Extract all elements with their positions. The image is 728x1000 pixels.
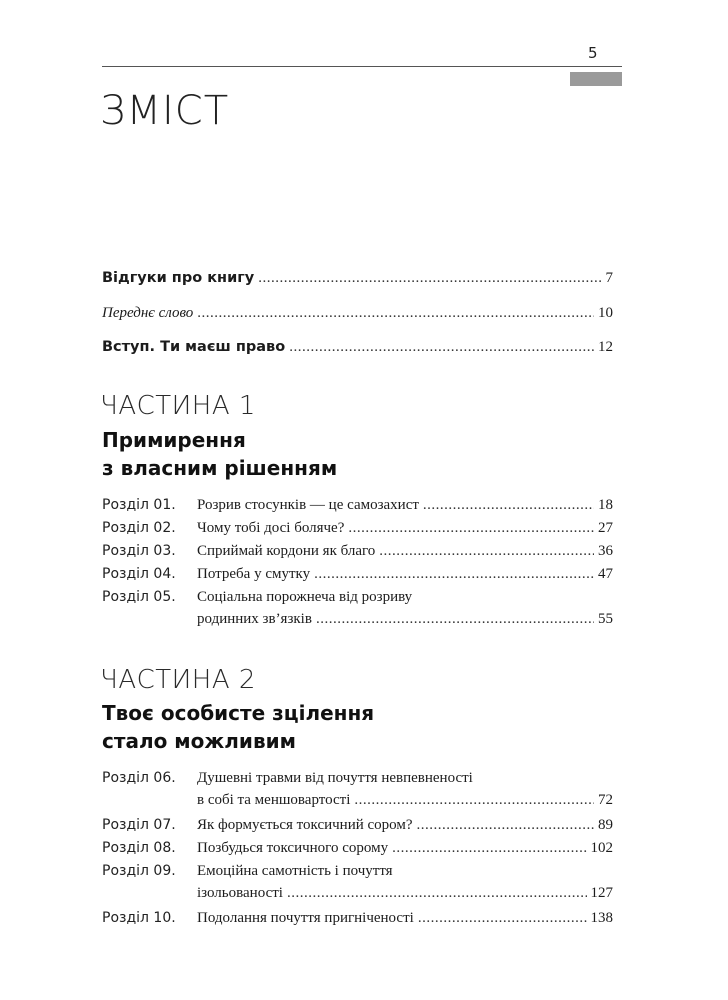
toc-chapter-08[interactable] xyxy=(102,837,613,859)
chapter-title: Як формується токсичний сором? xyxy=(197,817,413,833)
part-2-title xyxy=(102,699,522,755)
chapter-title-continued: родинних зв’язків xyxy=(197,611,312,627)
part-title-line: Примирення xyxy=(102,428,246,452)
chapter-number: Розділ 10. xyxy=(102,910,176,926)
chapter-page: 55 xyxy=(598,611,613,627)
chapter-title: Розрив стосунків — це самозахист xyxy=(197,497,419,513)
chapter-page: 127 xyxy=(590,885,613,901)
toc-entry-title: Вступ. Ти маєш право xyxy=(102,339,286,355)
chapter-title: Соціальна порожнеча від розриву xyxy=(197,589,413,605)
toc-chapter-09[interactable] xyxy=(102,860,613,904)
toc-entry-foreword[interactable] xyxy=(102,303,613,323)
chapter-page: 47 xyxy=(598,566,613,582)
part-2-label: ЧАСТИНА 2 xyxy=(100,665,256,695)
toc-entry-reviews[interactable] xyxy=(102,268,613,288)
dot-leader xyxy=(316,608,594,630)
chapter-page: 138 xyxy=(590,910,613,926)
toc-chapter-06[interactable] xyxy=(102,767,613,811)
dot-leader xyxy=(423,494,594,516)
toc-entry-title: Відгуки про книгу xyxy=(102,270,255,286)
dot-leader xyxy=(392,837,586,859)
chapter-title: Подолання почуття пригніченості xyxy=(197,910,414,926)
chapter-number: Розділ 05. xyxy=(102,589,176,605)
toc-chapter-02[interactable] xyxy=(102,517,613,539)
dot-leader xyxy=(418,907,587,929)
chapter-page: 102 xyxy=(590,840,613,856)
chapter-number: Розділ 01. xyxy=(102,497,176,513)
part-1-label: ЧАСТИНА 1 xyxy=(100,391,256,421)
chapter-title: Чому тобі досі боляче? xyxy=(197,520,345,536)
toc-chapter-05[interactable] xyxy=(102,586,613,630)
chapter-number: Розділ 06. xyxy=(102,770,176,786)
dot-leader xyxy=(258,268,601,288)
chapter-title: Позбудься токсичного сорому xyxy=(197,840,389,856)
chapter-page: 27 xyxy=(598,520,613,536)
chapter-title: Емоційна самотність і почуття xyxy=(197,863,393,879)
chapter-number: Розділ 09. xyxy=(102,863,176,879)
chapter-title: Потреба у смутку xyxy=(197,566,311,582)
header-rule xyxy=(102,66,622,67)
toc-chapter-01[interactable] xyxy=(102,494,613,516)
part-1-title xyxy=(102,426,522,482)
toc-entry-page: 10 xyxy=(598,305,613,321)
dot-leader xyxy=(379,540,594,562)
dot-leader xyxy=(348,517,594,539)
part-title-line: стало можливим xyxy=(102,729,296,753)
header-rule-block xyxy=(570,72,622,86)
chapter-number: Розділ 07. xyxy=(102,817,176,833)
page-number: 5 xyxy=(588,44,598,62)
chapter-number: Розділ 03. xyxy=(102,543,176,559)
chapter-number: Розділ 04. xyxy=(102,566,176,582)
chapter-number: Розділ 02. xyxy=(102,520,176,536)
toc-chapter-10[interactable] xyxy=(102,907,613,929)
chapter-page: 36 xyxy=(598,543,613,559)
toc-chapter-03[interactable] xyxy=(102,540,613,562)
dot-leader xyxy=(314,563,594,585)
chapter-title: Душевні травми від почуття невпевненості xyxy=(197,770,473,786)
chapter-title: Сприймай кордони як благо xyxy=(197,543,376,559)
chapter-page: 72 xyxy=(598,792,613,808)
part-title-line: Твоє особисте зцілення xyxy=(102,701,375,725)
toc-entry-intro[interactable] xyxy=(102,337,613,357)
chapter-title-continued: ізольованості xyxy=(197,885,283,901)
dot-leader xyxy=(417,814,594,836)
dot-leader xyxy=(289,337,594,357)
page-title: ЗМІСТ xyxy=(100,88,230,134)
dot-leader xyxy=(197,303,594,323)
part-title-line: з власним рішенням xyxy=(102,456,338,480)
chapter-page: 18 xyxy=(598,497,613,513)
chapter-number: Розділ 08. xyxy=(102,840,176,856)
toc-entry-title: Переднє слово xyxy=(102,305,194,321)
chapter-title-continued: в собі та меншовартості xyxy=(197,792,351,808)
chapter-page: 89 xyxy=(598,817,613,833)
dot-leader xyxy=(354,789,594,811)
toc-chapter-07[interactable] xyxy=(102,814,613,836)
dot-leader xyxy=(287,882,587,904)
toc-entry-page: 7 xyxy=(605,270,613,286)
toc-chapter-04[interactable] xyxy=(102,563,613,585)
toc-entry-page: 12 xyxy=(598,339,613,355)
